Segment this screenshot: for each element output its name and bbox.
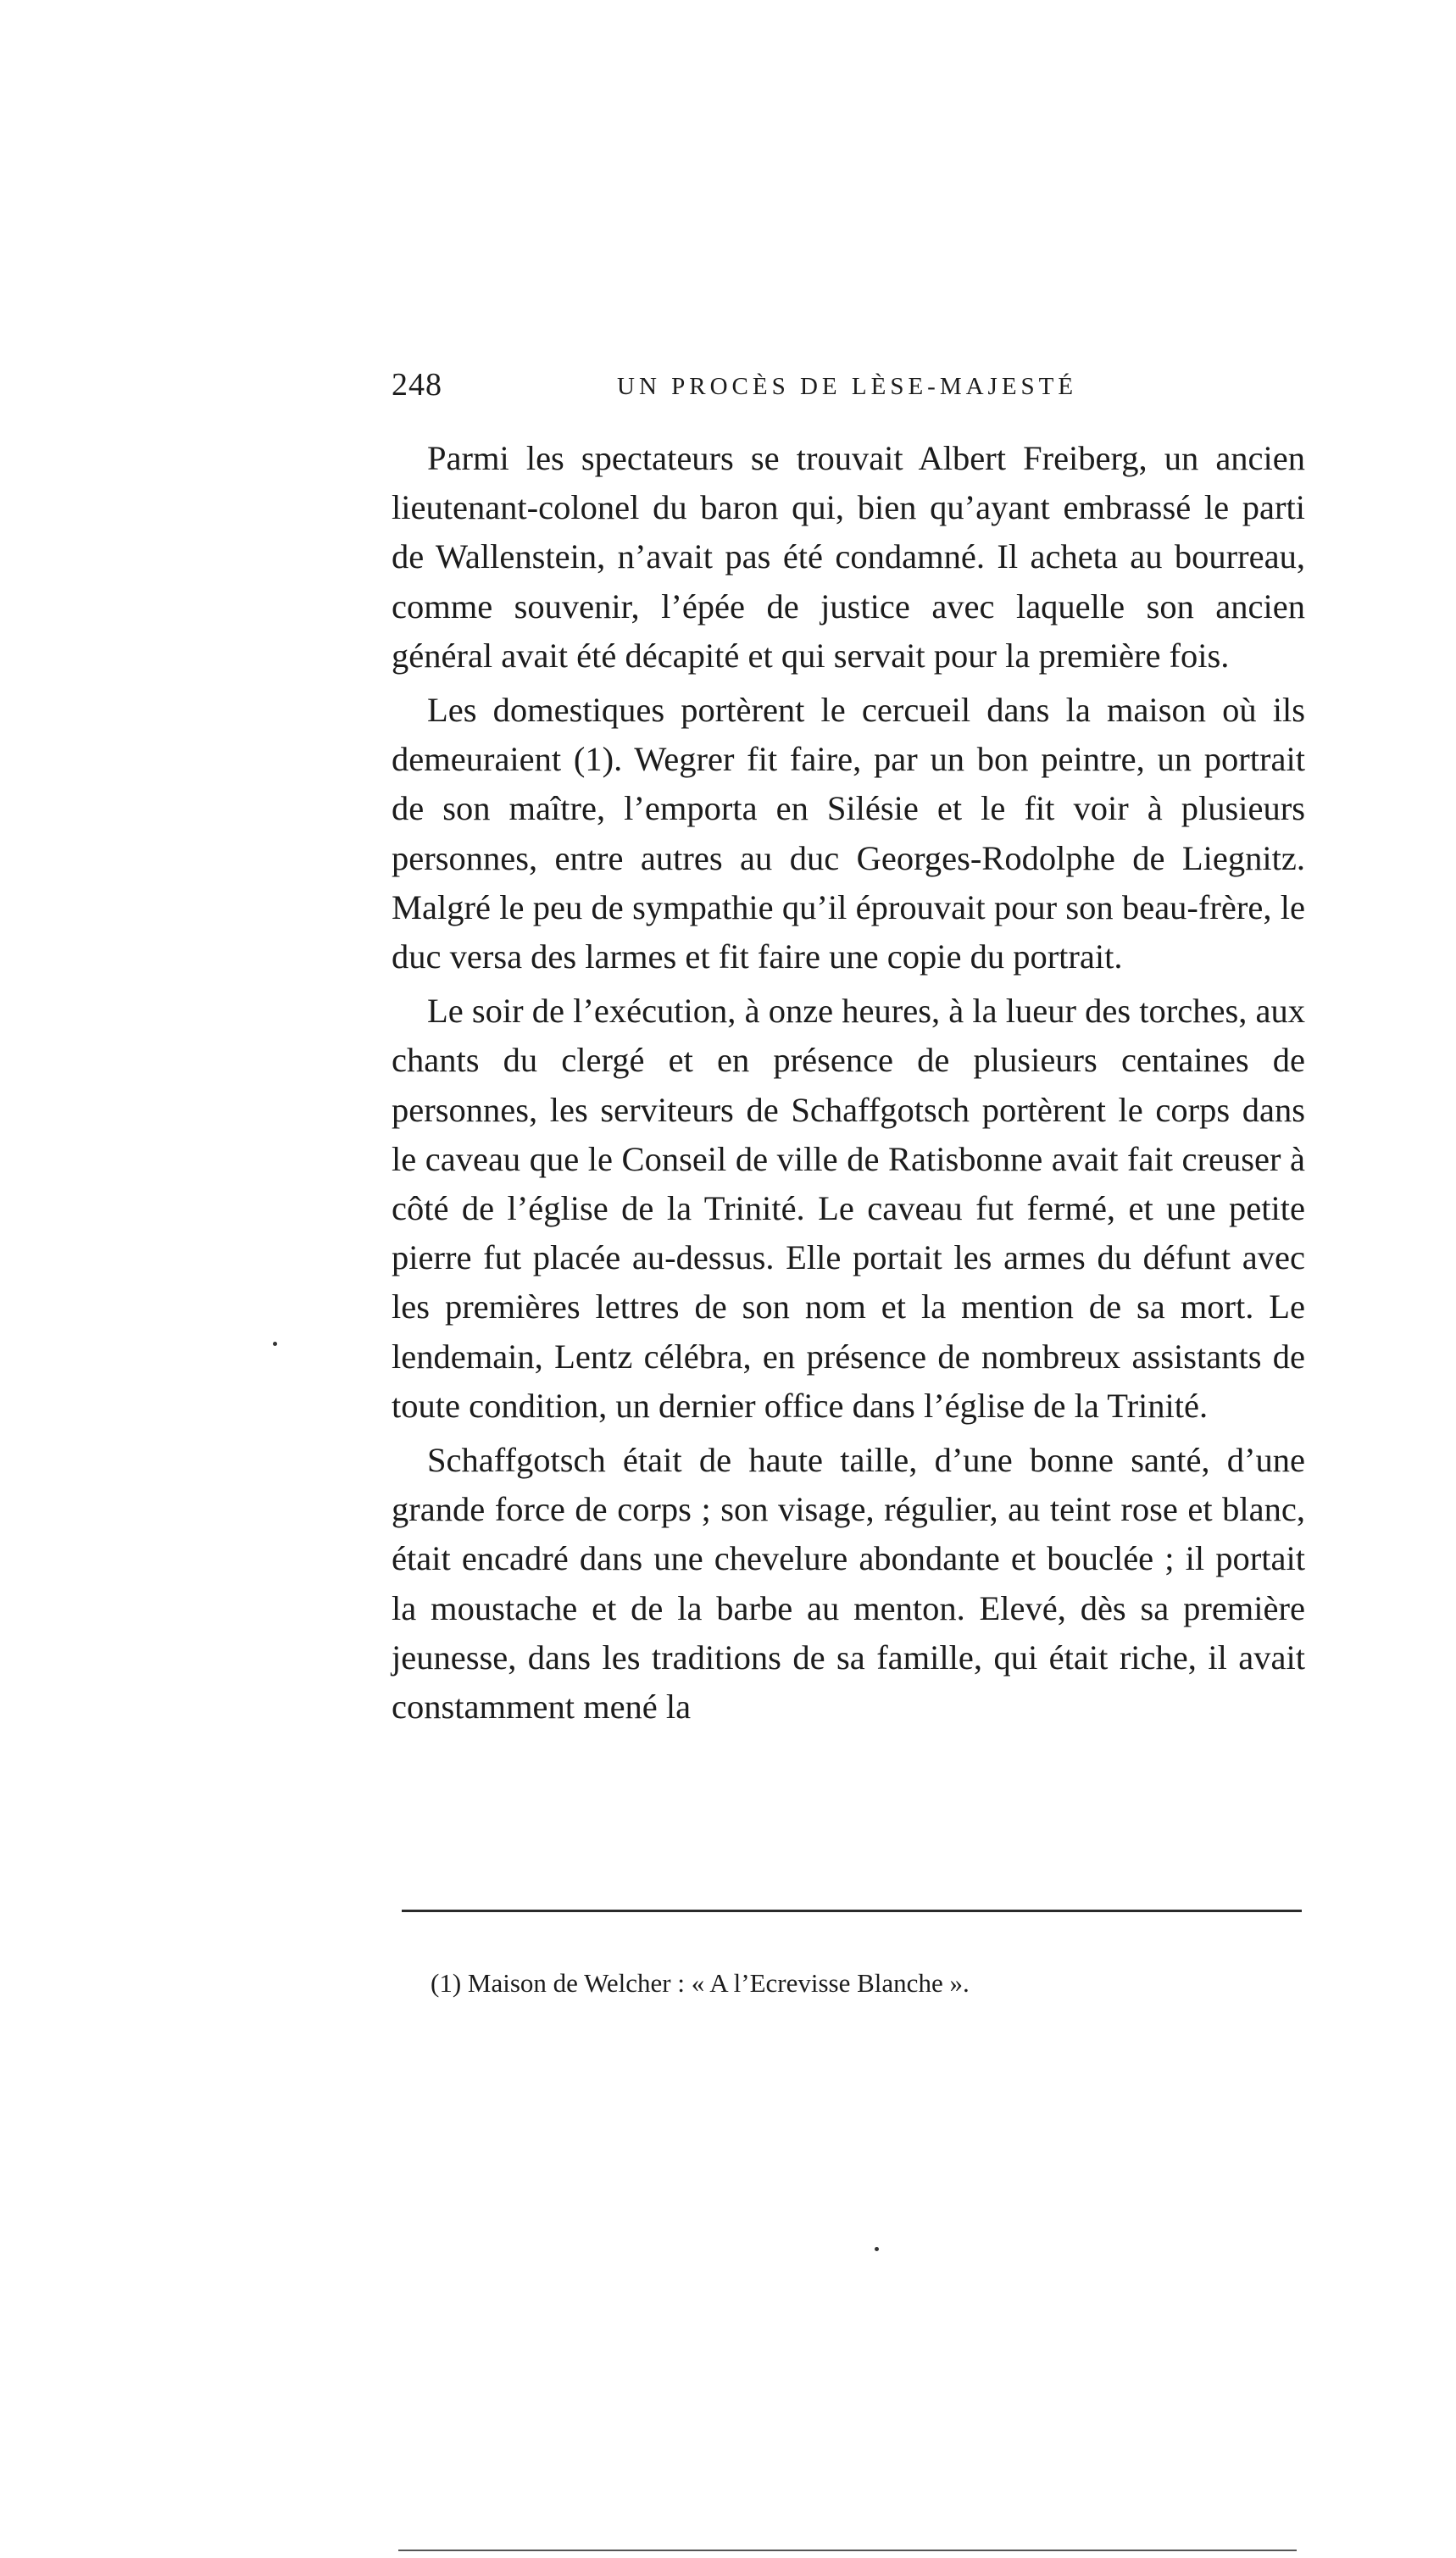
page-edge-line [398,2550,1297,2551]
paper-speck [875,2247,879,2251]
paragraph-1: Parmi les spectateurs se trouvait Albert Freiberg, un ancien lieutenant-colonel du baron qui, bien qu’ayant embrassé le parti de Wallenstein, n’avait pas été condamné. Il acheta au bourreau, comme souvenir, l’épée de justice avec laquelle son ancien général avait été décapité et qui servait pour la première fois. [392,439,1305,675]
running-title: UN PROCÈS DE LÈSE-MAJESTÉ [617,373,1078,400]
page-header [392,366,1307,417]
paragraph-4: Schaffgotsch était de haute taille, d’une bonne santé, d’une grande force de corps ; son visage, régulier, au teint rose et blanc, était encadré dans une chevelure abondante et bouclée ; il portait la moustache et de la barbe au menton. Elevé, dès sa première jeunesse, dans les traditions de sa famille, qui était riche, il avait constamment mené la [392,1441,1305,1727]
footnote-separator [402,1910,1302,1912]
page-number: 248 [392,367,442,403]
body-text [392,434,1305,1737]
footnote: (1) Maison de Welcher : « A l’Ecrevisse Blanche ». [431,1968,970,1998]
paper-speck [273,1342,277,1346]
paragraph-3: Le soir de l’exécution, à onze heures, à la lueur des torches, aux chants du clergé et en présence de plusieurs centaines de personnes, les serviteurs de Schaffgotsch portèrent le corps dans le caveau que le Conseil de ville de Ratisbonne avait fait creuser à côté de l’église de la Trinité. Le caveau fut fermé, et une petite pierre fut placée au-dessus. Elle portait les armes du défunt avec les premières lettres de son nom et la mention de sa mort. Le lendemain, Lentz célébra, en présence de nombreux assistants de toute condition, un dernier office dans l’église de la Trinité. [392,992,1305,1425]
paragraph-2: Les domestiques portèrent le cercueil dans la maison où ils demeuraient (1). Wegrer fit faire, par un bon peintre, un portrait de son maître, l’emporta en Silésie et le fit voir à plusieurs personnes, entre autres au duc Georges-Rodolphe de Liegnitz. Malgré le peu de sympathie qu’il éprouvait pour son beau-frère, le duc versa des larmes et fit faire une copie du portrait. [392,691,1305,976]
